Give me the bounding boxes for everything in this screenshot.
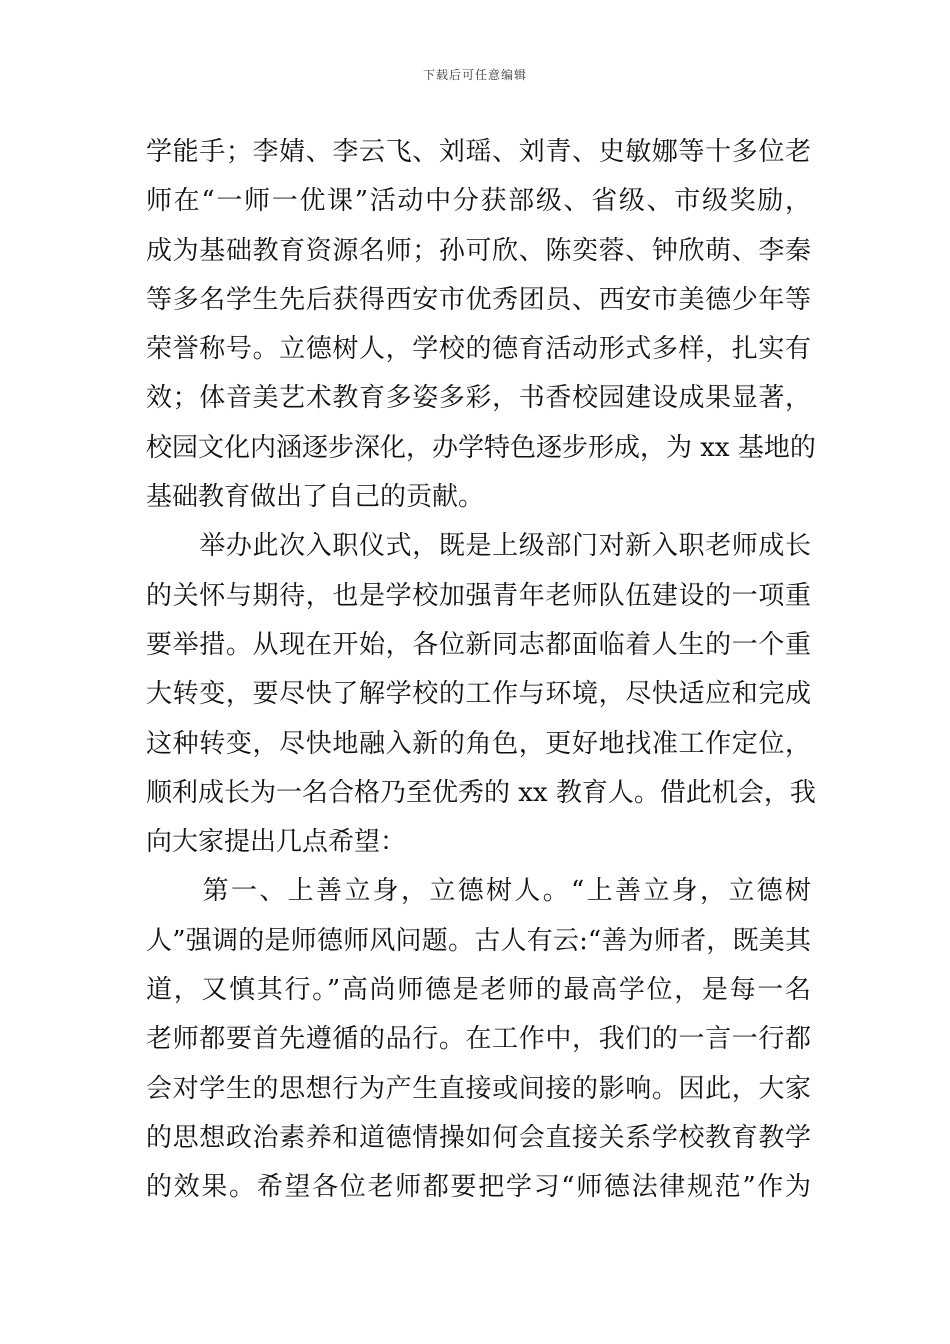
text-line: 校园文化内涵逐步深化，办学特色逐步形成，为 xx 基地的 — [146, 432, 816, 463]
text-line: 的思想政治素养和道德情操如何会直接关系学校教育教学 — [146, 1122, 811, 1153]
text-line: 学能手；李婧、李云飞、刘瑶、刘青、史敏娜等十多位老 — [146, 137, 811, 167]
text-line: 这种转变，尽快地融入新的角色，更好地找准工作定位， — [146, 728, 811, 759]
text-line: 成为基础教育资源名师；孙可欣、陈奕蓉、钟欣萌、李秦 — [146, 235, 811, 266]
page-header-note: 下载后可任意编辑 — [422, 68, 527, 82]
text-line: 会对学生的思想行为产生直接或间接的影响。因此，大家 — [146, 1073, 811, 1104]
text-line: 效；体音美艺术教育多姿多彩，书香校园建设成果显著， — [146, 383, 811, 414]
text-line: 人”强调的是师德师风问题。古人有云:“善为师者，既美其 — [146, 925, 811, 956]
text-line: 向大家提出几点希望： — [146, 827, 407, 858]
text-line: 第一、上善立身，立德树人。“上善立身，立德树 — [146, 876, 811, 907]
text-line: 荣誉称号。立德树人，学校的德育活动形式多样，扎实有 — [146, 334, 811, 365]
text-line: 老师都要首先遵循的品行。在工作中，我们的一言一行都 — [146, 1024, 811, 1055]
text-line: 的效果。希望各位老师都要把学习“师德法律规范”作为 — [146, 1172, 811, 1203]
text-line: 基础教育做出了自己的贡献。 — [146, 482, 485, 513]
text-line: 道，又慎其行。”高尚师德是老师的最高学位，是每一名 — [146, 975, 811, 1006]
text-line: 的关怀与期待，也是学校加强青年老师队伍建设的一项重 — [146, 580, 811, 611]
text-line: 大转变，要尽快了解学校的工作与环境，尽快适应和完成 — [146, 679, 811, 710]
text-line: 师在“一师一优课”活动中分获部级、省级、市级奖励， — [146, 186, 811, 217]
body-text — [146, 128, 816, 1213]
text-line: 举办此次入职仪式，既是上级部门对新入职老师成长 — [146, 531, 811, 562]
text-line: 要举措。从现在开始，各位新同志都面临着人生的一个重 — [146, 629, 811, 660]
text-line: 顺利成长为一名合格乃至优秀的 xx 教育人。借此机会，我 — [146, 777, 816, 808]
text-line: 等多名学生先后获得西安市优秀团员、西安市美德少年等 — [146, 284, 811, 315]
